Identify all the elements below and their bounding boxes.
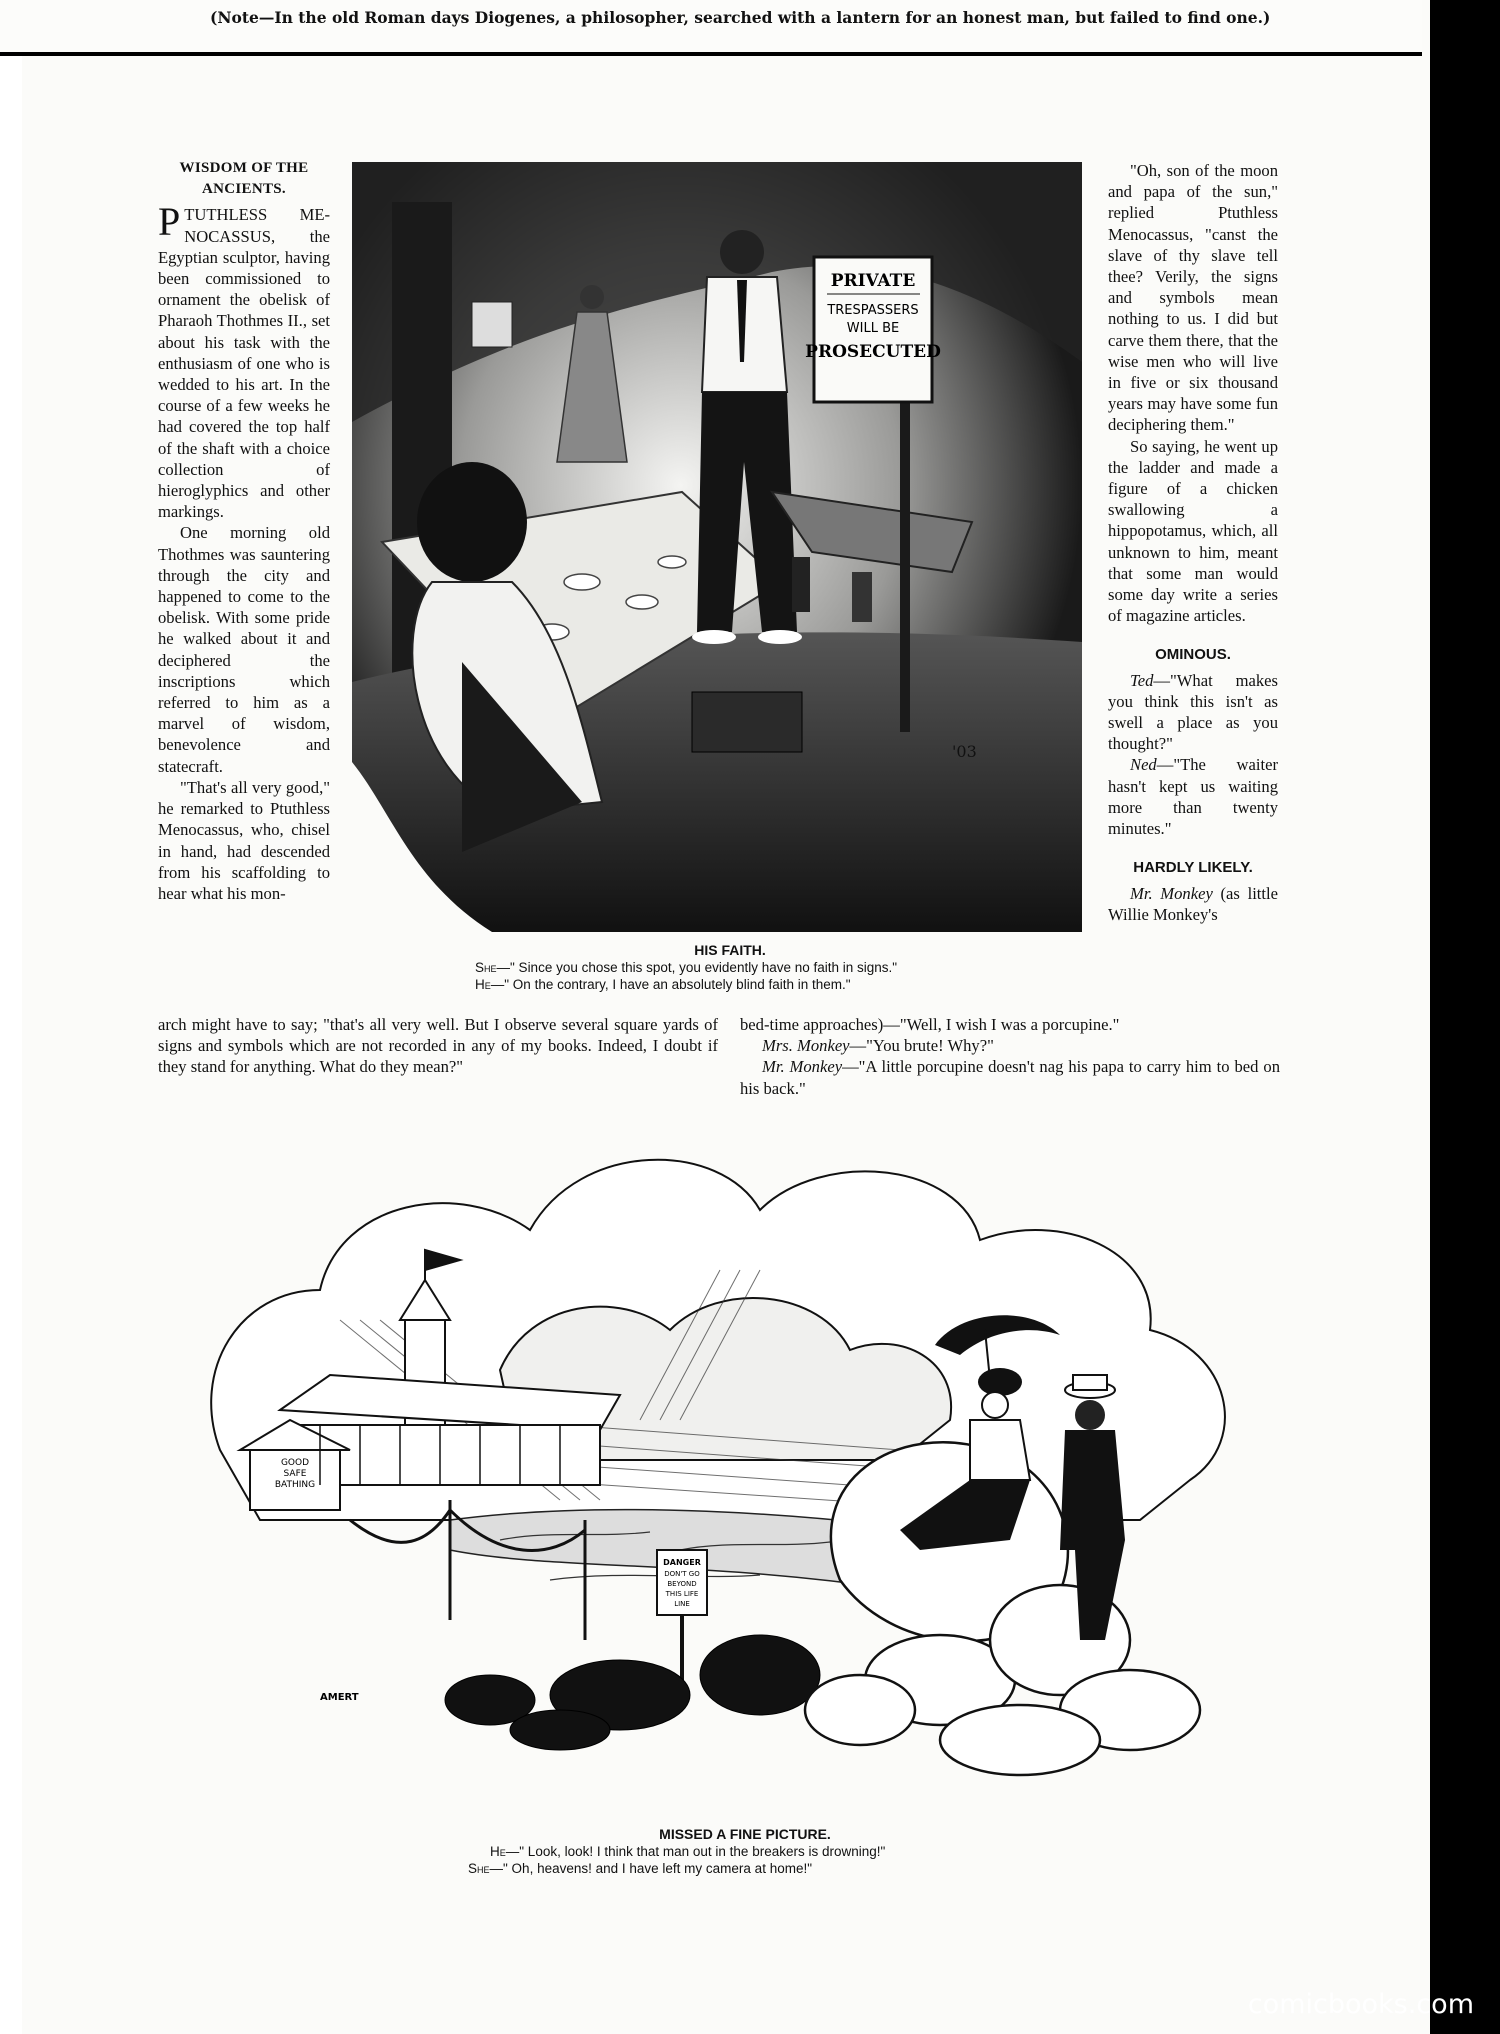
wisdom-p1-start: TUTHLESS ME- (184, 205, 330, 225)
mr-monkey-text: —"A little porcupine doesn't nag his papa to carry him to bed on his back." (740, 1057, 1280, 1098)
she-label: She (475, 960, 497, 975)
diogenes-note: (Note—In the old Roman days Diogenes, a philosopher, searched with a lantern for an honest man, but failed to find one.) (210, 8, 1271, 27)
sign-prosecuted: PROSECUTED (805, 342, 941, 362)
missed-picture-he-line (490, 1844, 885, 1859)
monarch-reply: arch might have to say; "that's all very well. But I observe several square yards of signs and symbols which are not recorded in any of my books. Indeed, I doubt if they stand for anything. What do they mean?" (158, 1015, 718, 1077)
sign-will-be: WILL BE (846, 321, 900, 336)
header-note-bar (0, 0, 1422, 56)
missed-picture-illustration (200, 1120, 1300, 1820)
mr-monkey-name: Mr. Monkey (762, 1057, 843, 1077)
sign-private: PRIVATE (830, 271, 916, 291)
missed-she-text: —" Oh, heavens! and I have left my camera at home!" (489, 1861, 813, 1876)
wisdom-paragraph-1 (158, 199, 330, 522)
ted-text: —"What makes you think this isn't as swell a place as you thought?" (1108, 670, 1278, 754)
ned-text: —"The waiter hasn't kept us waiting more than twenty minutes." (1108, 755, 1278, 839)
hardly-likely-heading: HARDLY LIKELY. (1133, 859, 1253, 877)
his-faith-she-line (475, 960, 897, 975)
monkey-continuation (740, 1014, 1280, 1099)
she-text: —" Since you chose this spot, you evidently have no faith in signs." (496, 960, 898, 975)
missed-picture-she-line (468, 1861, 812, 1876)
picnic-scene-drawing (352, 162, 1082, 932)
mrs-monkey-name: Mrs. Monkey (762, 1036, 850, 1056)
ted-name: Ted (1130, 670, 1154, 690)
artist-signature-beach: AMERT (320, 1692, 359, 1703)
mrs-monkey-line (740, 1035, 1280, 1056)
wisdom-paragraph-2: One morning old Thothmes was sauntering through the city and happened to come to the obelisk. With some pride he walked about it and deciphered the inscriptions which referred to him as a marvel of wisdom, benevolence and statecraft. (158, 523, 330, 776)
ladder-paragraph: So saying, he went up the ladder and made a figure of a chicken swallowing a hippopotamus, which, all unknown to him, meant that some man would some day write a series of magazine articles. (1108, 436, 1278, 626)
mrs-monkey-text: —"You brute! Why?" (849, 1036, 994, 1056)
missed-he-label: He (490, 1844, 506, 1859)
his-faith-illustration (352, 162, 1082, 932)
danger-sign-line4: THIS LIFE (665, 1590, 699, 1598)
danger-sign-line1: DANGER (663, 1558, 701, 1567)
porcupine-line: bed-time approaches)—"Well, I wish I was a porcupine." (740, 1015, 1120, 1034)
beach-scene-drawing (200, 1120, 1300, 1820)
bathing-sign-line2: SAFE (283, 1469, 307, 1479)
danger-sign-line2: DON'T GO (664, 1570, 700, 1578)
drop-cap: P (158, 199, 181, 245)
monkey-name: Mr. Monkey (1130, 883, 1213, 903)
site-watermark: comicbooks.com (1247, 1989, 1474, 2020)
danger-sign-line5: LINE (674, 1600, 690, 1608)
monkey-line (1108, 883, 1278, 925)
wisdom-paragraph-3: "That's all very good," he remarked to Ptuthless Menocassus, who, chisel in hand, had descended from his scaffolding to hear what his mon- (158, 777, 330, 903)
ned-name: Ned (1130, 755, 1157, 775)
ned-line (1108, 754, 1278, 839)
monkey-text: (as little Willie Monkey's (1108, 883, 1279, 924)
bathing-sign-line1: GOOD (280, 1458, 310, 1468)
ominous-heading: OMINOUS. (1155, 646, 1231, 664)
he-text: —" On the contrary, I have an absolutely blind faith in them." (490, 977, 851, 992)
wisdom-article-column (158, 158, 330, 904)
wisdom-heading-line2: ANCIENTS. (202, 181, 286, 198)
his-faith-he-line (475, 977, 851, 992)
missed-he-text: —" Look, look! I think that man out in the breakers is drowning!" (505, 1844, 886, 1859)
artist-signature-faith: '03 (952, 742, 977, 761)
wisdom-p1-rest: NOCASSUS, the Egyptian sculptor, having been commissioned to ornament the obelisk of Pharaoh Thothmes II., set about his task with the enthusiasm of one who is wedded to his art. In the course of a few weeks he had covered the top half of the shaft with a choice collection of hieroglyphics and other markings. (158, 226, 330, 522)
missed-picture-title: MISSED A FINE PICTURE. (659, 1826, 831, 1842)
wisdom-heading-line1: WISDOM OF THE (179, 160, 309, 176)
menocassus-reply: "Oh, son of the moon and papa of the sun," replied Ptuthless Menocassus, "canst the slave of thy slave tell thee? Verily, the signs and symbols mean nothing to us. I did but carve them there, that the wise men who will live in five or six thousand years may have some fun deciphering them." (1108, 161, 1278, 435)
right-column (1108, 160, 1278, 925)
he-label: He (475, 977, 491, 992)
his-faith-title: HIS FAITH. (694, 942, 766, 958)
ted-line (1108, 670, 1278, 755)
danger-sign-line3: BEYOND (667, 1580, 697, 1588)
sign-trespassers: TRESPASSERS (827, 303, 919, 318)
missed-she-label: She (468, 1861, 490, 1876)
bathing-sign-line3: BATHING (274, 1480, 316, 1490)
wisdom-continuation (158, 1014, 718, 1078)
mr-monkey-line (740, 1056, 1280, 1098)
